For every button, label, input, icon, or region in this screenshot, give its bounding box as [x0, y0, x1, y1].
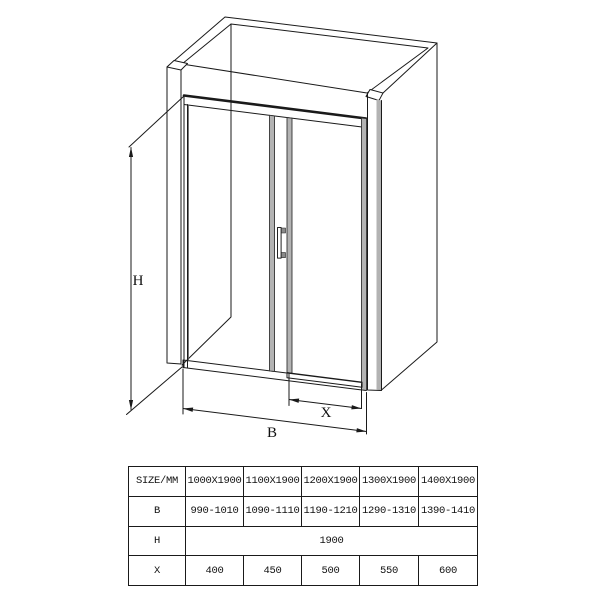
dimension-label-b: B — [266, 425, 278, 441]
table-cell: 1290-1310 — [360, 496, 419, 526]
dimension-label-h: H — [132, 273, 144, 289]
table-header-cell: 1100X1900 — [244, 467, 302, 497]
table-row-x — [129, 556, 478, 586]
table-cell: 990-1010 — [186, 496, 244, 526]
table-header-cell: 1200X1900 — [302, 467, 360, 497]
table-header-cell: 1400X1900 — [419, 467, 478, 497]
dimension-h — [127, 96, 185, 415]
table-row-h — [129, 526, 478, 556]
table-cell: 550 — [360, 556, 419, 586]
dimension-label-x: X — [320, 405, 332, 421]
door-handle-icon — [278, 228, 286, 259]
table-cell: 450 — [244, 556, 302, 586]
left-wall — [167, 24, 231, 365]
table-cell: 500 — [302, 556, 360, 586]
table-row-b — [129, 496, 478, 526]
table-cell: 600 — [419, 556, 478, 586]
table-header-cell: 1300X1900 — [360, 467, 419, 497]
table-cell: 1190-1210 — [302, 496, 360, 526]
row-label-cell: B — [129, 496, 186, 526]
sliding-panel — [287, 118, 362, 388]
table-cell: 1090-1110 — [244, 496, 302, 526]
row-label-cell: H — [129, 526, 186, 556]
size-table — [128, 466, 478, 586]
table-cell-merged: 1900 — [186, 526, 478, 556]
table-row-header — [129, 467, 478, 497]
table-header-cell: SIZE/MM — [129, 467, 186, 497]
table-header-cell: 1000X1900 — [186, 467, 244, 497]
table-cell: 1390-1410 — [419, 496, 478, 526]
row-label-cell: X — [129, 556, 186, 586]
ceiling-frame — [167, 17, 437, 101]
table-cell: 400 — [186, 556, 244, 586]
